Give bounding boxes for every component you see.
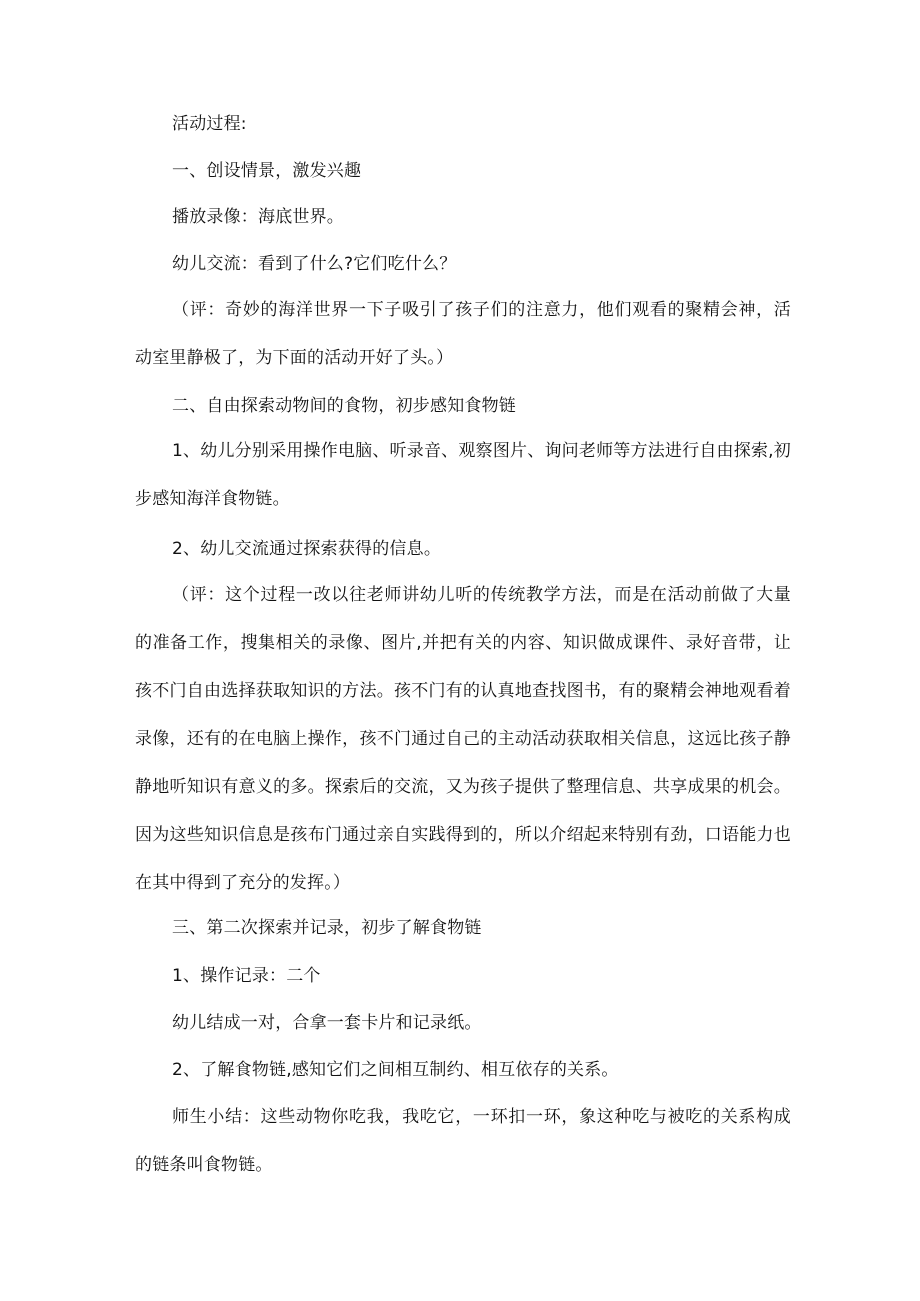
paragraph-children-exchange: 幼儿交流：看到了什么?它们吃什么？ — [172, 254, 457, 274]
paragraph-summary: 师生小结：这些动物你吃我，我吃它，一环扣一环，象这种吃与被吃的关系构成的链条叫食物链。 — [135, 1107, 791, 1175]
paragraph-step-3-1: 1、操作记录：二个 — [172, 966, 321, 986]
paragraph-comment-two: （评：这个过程一改以往老师讲幼儿听的传统教学方法，而是在活动前做了大量的准备工作，搜集相关的录像、图片,并把有关的内容、知识做成课件、录好音带，让孩不门自由选择获取知识的方法。孩不门有的认真地查找图书，有的聚精会神地观看着录像，还有的在电脑上操作，孩不门通过自己的主动活动获取相关信息，这远比孩子静静地听知识有意义的多。探索后的交流，又为孩子提供了整理信息、共享成果的机会。因为这些知识信息是孩布门通过亲自实践得到的，所以介绍起来特别有劲，口语能力也在其中得到了充分的发挥。） — [135, 585, 791, 893]
paragraph-step-2-2: 2、幼儿交流通过探索获得的信息。 — [172, 539, 442, 559]
paragraph-comment-one: （评：奇妙的海洋世界一下子吸引了孩子们的注意力，他们观看的聚精会神，活动室里静极了，为下面的活动开好了头。） — [135, 300, 791, 368]
paragraph-pairs: 幼儿结成一对，合拿一套卡片和记录纸。 — [172, 1013, 482, 1033]
paragraph-step-3-2: 2、了解食物链,感知它们之间相互制约、相互依存的关系。 — [172, 1060, 619, 1080]
section-heading-three: 三、第二次探索并记录，初步了解食物链 — [172, 918, 482, 938]
paragraph-play-video: 播放录像：海底世界。 — [172, 207, 344, 227]
section-heading-activity-process: 活动过程: — [172, 114, 247, 134]
section-heading-two: 二、自由探索动物间的食物，初步感知食物链 — [172, 396, 516, 416]
paragraph-step-2-1: 1、幼儿分别采用操作电脑、听录音、观察图片、询问老师等方法进行自由探索,初步感知海洋食物链。 — [135, 441, 791, 509]
section-heading-one: 一、创设情景，激发兴趣 — [172, 161, 362, 181]
